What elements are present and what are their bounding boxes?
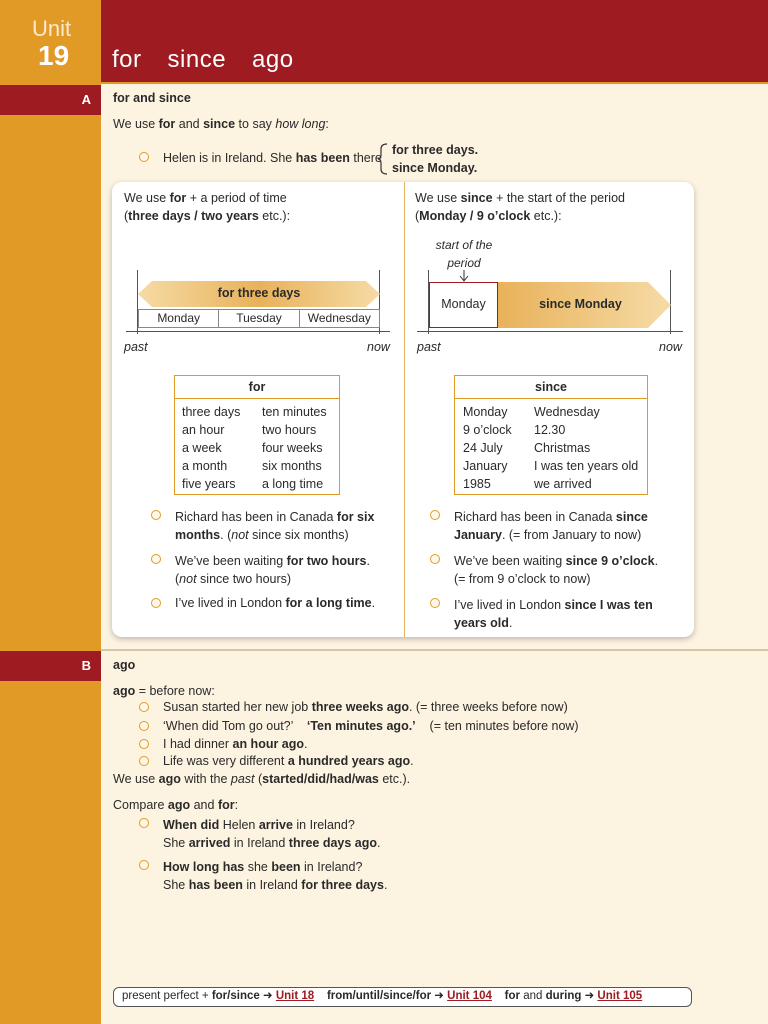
unit-18-link[interactable]: Unit 18 (275, 990, 315, 1002)
table-cell: four weeks (262, 441, 323, 455)
timeline-axis (417, 331, 683, 332)
brace-option: since Monday. (392, 161, 478, 175)
ago-example: I had dinner an hour ago. (163, 737, 308, 751)
bullet-icon (139, 818, 149, 828)
table-cell: three days (182, 405, 241, 419)
table-cell: 24 July (463, 441, 503, 455)
for-arrow-label: for three days (217, 286, 301, 300)
start-box: Monday (429, 282, 498, 328)
bullet-icon (139, 756, 149, 766)
section-b-title: ago (113, 658, 136, 672)
for-rule: We use for + a period of time (three days / two years etc.): (124, 191, 291, 223)
arrow-icon: ➜ (434, 990, 444, 1002)
unit-104-link[interactable]: Unit 104 (447, 990, 492, 1002)
bullet-icon (430, 554, 440, 564)
brace-icon (377, 143, 389, 175)
day-cell: Wednesday (307, 311, 371, 325)
day-cell: Tuesday (219, 310, 299, 327)
table-cell: a week (182, 441, 222, 455)
table-cell: January (463, 459, 508, 473)
title-word: ago (252, 46, 294, 73)
arrow-icon: ➜ (584, 990, 595, 1002)
timeline-axis (126, 331, 390, 332)
table-cell: we arrived (534, 477, 592, 491)
table-column (182, 403, 240, 493)
day-boxes (138, 309, 380, 328)
now-label: now (659, 340, 682, 354)
table-cell: I was ten years old (534, 459, 639, 473)
table-cell: 1985 (463, 477, 491, 491)
section-divider (101, 649, 768, 651)
table-cell: two hours (262, 423, 317, 437)
bullet-icon (151, 598, 161, 608)
for-example: Richard has been in Canada for six months. (not since six months) (175, 510, 375, 542)
section-b-tab: B (0, 651, 101, 681)
page-title (112, 46, 320, 74)
header-divider (101, 82, 768, 84)
bullet-icon (139, 702, 149, 712)
ago-example: Susan started her new job three weeks ago. (= three weeks before now) (163, 700, 568, 714)
since-rule: We use since + the start of the period (Monday / 9 o’clock etc.): (415, 191, 625, 223)
sidebar (0, 0, 101, 1024)
bullet-icon (151, 554, 161, 564)
section-a-title: for and since (113, 91, 191, 105)
past-label: past (417, 340, 441, 354)
ago-example: ‘When did Tom go out?’ ‘Ten minutes ago.’ (= ten minutes before now) (163, 719, 579, 733)
table-cell: Wednesday (534, 405, 600, 419)
bullet-icon (430, 598, 440, 608)
bullet-icon (139, 152, 149, 162)
title-word: since (167, 46, 227, 73)
day-cell: Monday (139, 310, 219, 327)
compare-example: How long has she been in Ireland? She has been in Ireland for three days. (163, 860, 388, 892)
table-cell: 12.30 (534, 423, 566, 437)
table-cell: a long time (262, 477, 324, 491)
unit-105-link[interactable]: Unit 105 (597, 990, 643, 1002)
bullet-icon (151, 510, 161, 520)
table-cell: six months (262, 459, 322, 473)
since-example: Richard has been in Canada since January. (= from January to now) (454, 510, 648, 542)
unit-label: Unit (32, 16, 72, 41)
bullet-icon (139, 860, 149, 870)
table-cell: Christmas (534, 441, 591, 455)
table-cell: 9 o’clock (463, 423, 512, 437)
section-a-intro: We use for and since to say how long: (113, 117, 329, 131)
start-annotation: start of the period (435, 238, 493, 270)
table-cell: an hour (182, 423, 225, 437)
since-example: We’ve been waiting since 9 o’clock. (= from 9 o’clock to now) (454, 554, 659, 586)
brace-options (392, 141, 478, 177)
table-column (534, 403, 638, 493)
compare-heading: Compare ago and for: (113, 798, 239, 812)
table-cell: a month (182, 459, 228, 473)
table-title: for (175, 376, 339, 399)
since-table (454, 375, 648, 495)
table-cell: ten minutes (262, 405, 327, 419)
ago-example: Life was very different a hundred years ago. (163, 754, 414, 768)
table-column (262, 403, 327, 493)
table-cell: Monday (463, 405, 508, 419)
ago-past-note: We use ago with the past (started/did/had/was etc.). (113, 772, 411, 786)
for-example: We’ve been waiting for two hours. (not since two hours) (175, 554, 370, 586)
for-table (174, 375, 340, 495)
since-example: I’ve lived in London since I was ten years old. (454, 598, 653, 630)
since-arrow-label: since Monday (539, 297, 622, 311)
brace-option: for three days. (392, 143, 479, 157)
unit-number: 19 (38, 40, 70, 71)
bullet-icon (139, 739, 149, 749)
section-a-tab: A (0, 85, 101, 115)
cross-reference-bar: present perfect + for/since ➜ Unit 18 from/until/since/for ➜ Unit 104 for and during ➜ Unit 105 (113, 987, 692, 1007)
ago-definition: ago = before now: (113, 684, 215, 698)
panel-divider (404, 182, 405, 637)
for-example: I’ve lived in London for a long time. (175, 596, 376, 610)
down-arrow-icon (459, 270, 469, 282)
example-sentence: Helen is in Ireland. She has been there (163, 151, 382, 165)
compare-example: When did Helen arrive in Ireland? She arrived in Ireland three days ago. (163, 818, 381, 850)
past-label: past (124, 340, 148, 354)
now-label: now (367, 340, 390, 354)
arrow-icon: ➜ (262, 990, 273, 1002)
table-title: since (455, 376, 647, 399)
bullet-icon (430, 510, 440, 520)
table-cell: five years (182, 477, 236, 491)
bullet-icon (139, 721, 149, 731)
table-column (463, 403, 512, 493)
title-word: for (112, 46, 142, 73)
